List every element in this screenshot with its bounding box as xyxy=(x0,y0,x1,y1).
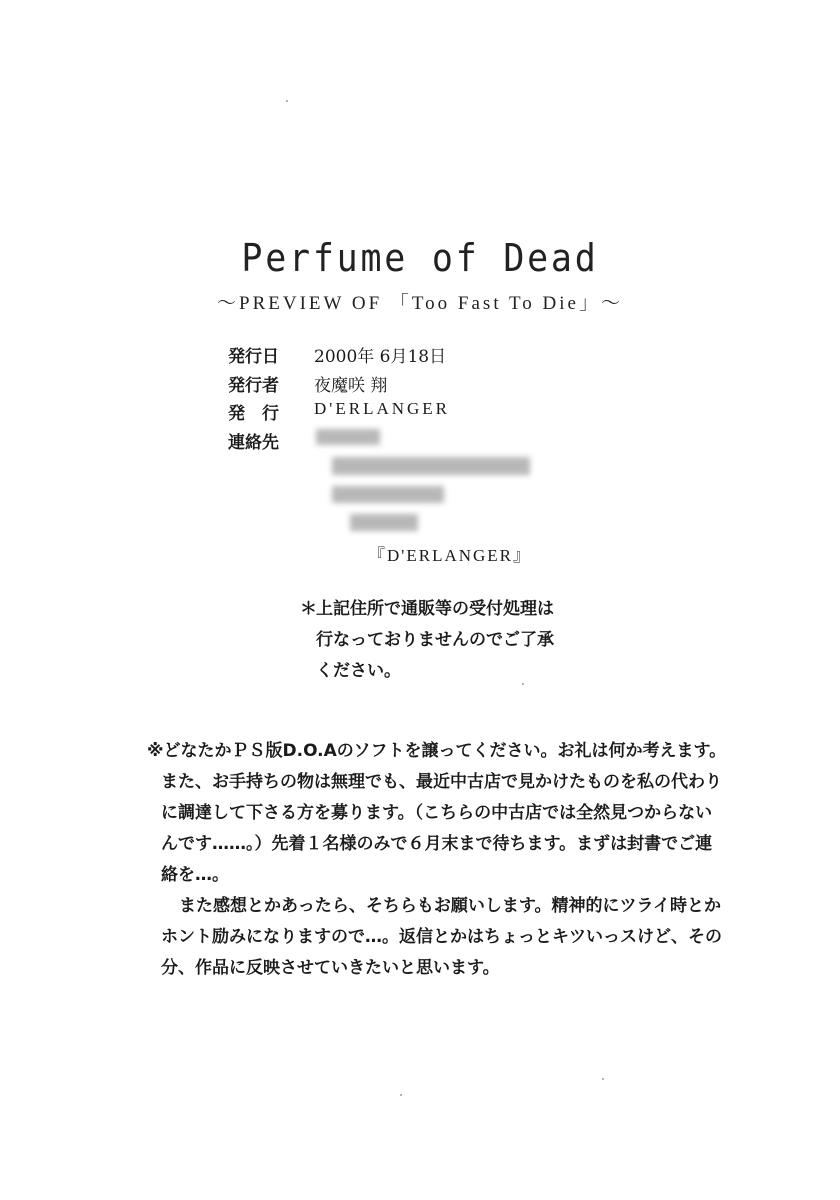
note-line: ください。 xyxy=(316,661,401,681)
note-line-text: 上記住所で通販等の受付処理は xyxy=(316,599,554,619)
scan-speck xyxy=(400,1094,402,1096)
issue-date-value: 2000年 6月18日 xyxy=(314,347,447,367)
message-line: また感想とかあったら、そちらもお願いします。精神的にツライ時とか xyxy=(179,896,721,916)
contact-organization: 『D'ERLANGER』 xyxy=(368,546,533,565)
scan-speck xyxy=(602,1078,604,1080)
message-line: 分、作品に反映させていきたいと思います。 xyxy=(161,958,500,978)
issuer-label: 発 行 xyxy=(228,404,279,424)
message-line: また、お手持ちの物は無理でも、最近中古店で見かけたものを私の代わり xyxy=(161,772,722,792)
message-line: ホント励みになりますので…。返信とかはちょっとキツいっスけど、その xyxy=(161,927,722,947)
redacted-address-line-2 xyxy=(332,486,444,503)
publisher-value: 夜魔咲 翔 xyxy=(314,376,388,396)
book-subtitle: ～PREVIEW OF 「Too Fast To Die」～ xyxy=(217,293,623,314)
note-line: 行なっておりませんのでご了承 xyxy=(316,630,554,650)
message-line: ※どなたかＰＳ版D.O.Aのソフトを譲ってください。お礼は何か考えます。 xyxy=(147,741,727,761)
author-message xyxy=(147,736,737,984)
message-line: 絡を…。 xyxy=(161,865,229,885)
book-title: Perfume of Dead xyxy=(241,236,599,280)
scan-speck xyxy=(522,683,524,685)
scan-speck xyxy=(286,100,288,102)
publisher-label: 発行者 xyxy=(228,376,279,396)
redacted-address-line-3 xyxy=(350,514,418,531)
contact-label: 連絡先 xyxy=(228,433,279,453)
note-line xyxy=(300,594,600,625)
redacted-address-line-1 xyxy=(332,457,530,475)
redacted-postal-code xyxy=(316,429,380,445)
message-line: んです……。）先着１名様のみで６月末まで待ちます。まずは封書でご連 xyxy=(161,834,713,854)
asterisk-mark: ＊ xyxy=(300,599,317,619)
message-line: に調達して下さる方を募ります。（こちらの中古店では全然見つからない xyxy=(161,803,713,823)
issuer-value: D'ERLANGER xyxy=(314,399,451,418)
mail-order-note xyxy=(300,594,600,687)
issue-date-label: 発行日 xyxy=(228,347,279,367)
